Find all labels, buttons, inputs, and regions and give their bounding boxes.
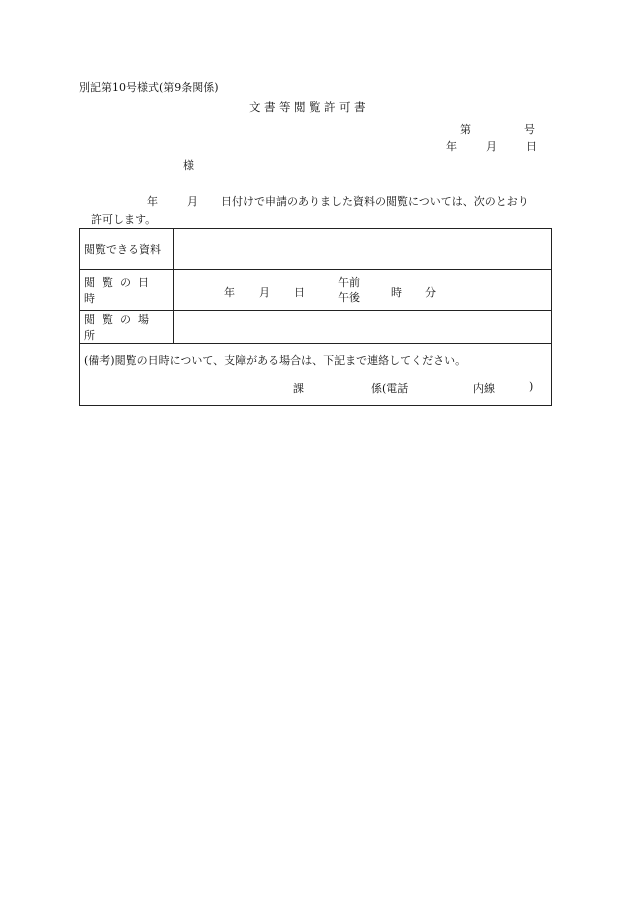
place-label: 閲覧の場所 [80, 311, 174, 344]
note-cell [80, 344, 552, 406]
datetime-hour: 時 [391, 286, 402, 299]
contact-extension: 内線 [473, 382, 495, 395]
table-row-note [80, 344, 552, 406]
body-line-2: 許可します。 [91, 213, 157, 226]
datetime-day: 日 [294, 286, 305, 299]
body-month: 月 [187, 195, 198, 208]
issue-day: 日 [526, 140, 537, 153]
table-row-datetime [80, 270, 552, 311]
form-caption: 別記第10号様式(第9条関係) [79, 81, 219, 94]
datetime-year: 年 [224, 286, 235, 299]
table-row-materials [80, 229, 552, 270]
number-suffix: 号 [524, 123, 535, 136]
issue-date-line [446, 138, 537, 154]
addressee-suffix: 様 [183, 159, 194, 172]
note-text: (備考)閲覧の日時について、支障がある場合は、下記まで連絡してください。 [84, 354, 467, 367]
document-number-line [460, 121, 535, 137]
datetime-month: 月 [259, 286, 270, 299]
contact-subsection: 係(電話 [371, 382, 409, 395]
datetime-label: 閲覧の日時 [80, 270, 174, 311]
body-year: 年 [147, 195, 158, 208]
am-label: 午前 [338, 276, 360, 289]
datetime-field [174, 270, 552, 311]
contact-section: 課 [293, 382, 304, 395]
permit-table [79, 228, 552, 406]
am-pm-choice [338, 275, 360, 305]
body-line1-text: 日付けで申請のありました資料の閲覧については、次のとおり [221, 195, 529, 208]
table-row-place [80, 311, 552, 344]
issue-month: 月 [486, 140, 497, 153]
contact-close: ) [529, 380, 534, 393]
document-title: 文書等閲覧許可書 [249, 100, 369, 114]
number-prefix: 第 [460, 123, 471, 136]
pm-label: 午後 [338, 291, 360, 304]
materials-field [174, 229, 552, 270]
place-field [174, 311, 552, 344]
datetime-minute: 分 [425, 286, 436, 299]
issue-year: 年 [446, 140, 457, 153]
materials-label: 閲覧できる資料 [80, 229, 174, 270]
body-line-1 [147, 193, 529, 209]
